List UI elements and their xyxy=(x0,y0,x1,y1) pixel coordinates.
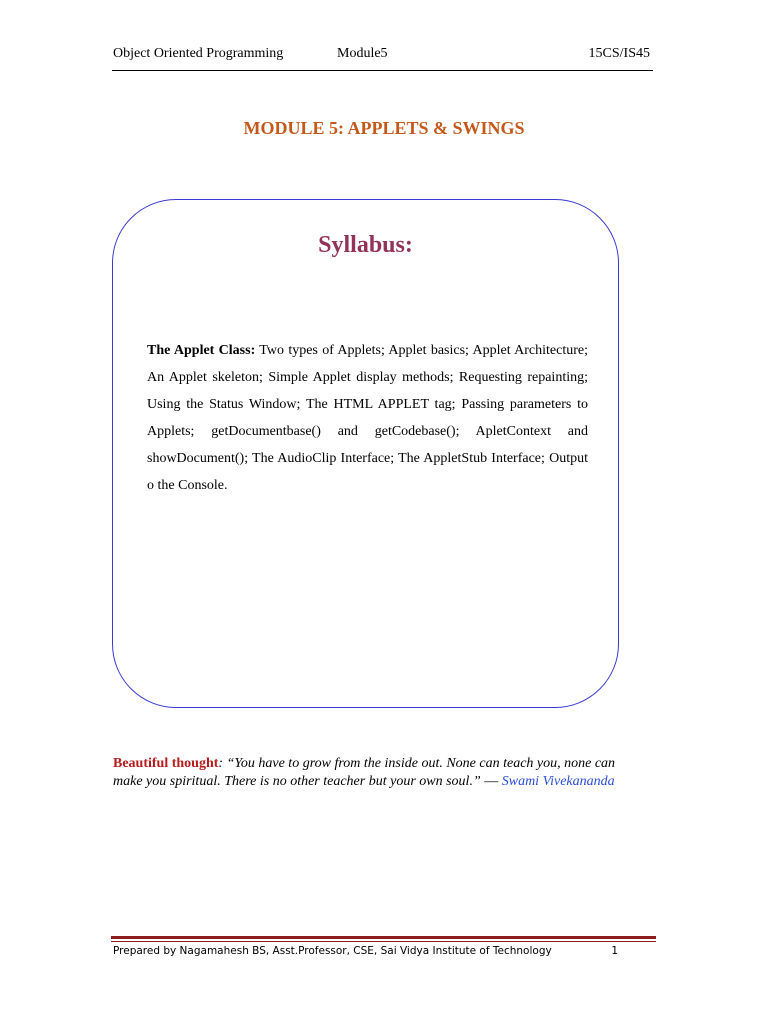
syllabus-lead: The Applet Class: xyxy=(147,343,256,358)
header-course-code: 15CS/IS45 xyxy=(588,46,650,61)
page-header xyxy=(113,46,650,66)
page-number: 1 xyxy=(611,945,618,957)
header-course: Object Oriented Programming xyxy=(113,46,284,61)
header-module: Module5 xyxy=(337,46,388,61)
syllabus-body: Two types of Applets; Applet basics; Applet Architecture; An Applet skeleton; Simple Applet display methods; Requesting repainting; Using the Status Window; The HTML APPLET tag; Passing parameters to Applets; getDocumentbase() and getCodebase(); ApletContext and showDocument(); The AudioClip Interface; The AppletStub Interface; Output o the Console. xyxy=(147,343,589,493)
header-rule xyxy=(112,70,653,71)
thought-dash: — xyxy=(480,774,502,789)
page-footer xyxy=(113,945,618,961)
syllabus-box xyxy=(112,199,619,708)
footer-rule-thick xyxy=(111,936,656,939)
beautiful-thought xyxy=(113,755,633,791)
module-title: MODULE 5: APPLETS & SWINGS xyxy=(243,118,525,138)
thought-label: Beautiful thought xyxy=(113,756,219,771)
syllabus-text xyxy=(147,337,588,499)
footer-prepared-by: Prepared by Nagamahesh BS, Asst.Professor, CSE, Sai Vidya Institute of Technology xyxy=(113,945,552,957)
footer-rule-thin xyxy=(111,941,656,942)
thought-quote: “You have to grow from the inside out. None can teach you, none can make you spiritual. There is no other teacher but your own soul.” xyxy=(113,756,616,789)
thought-author: Swami Vivekananda xyxy=(501,774,615,789)
thought-colon: : xyxy=(218,756,227,771)
syllabus-heading: Syllabus: xyxy=(318,232,413,258)
